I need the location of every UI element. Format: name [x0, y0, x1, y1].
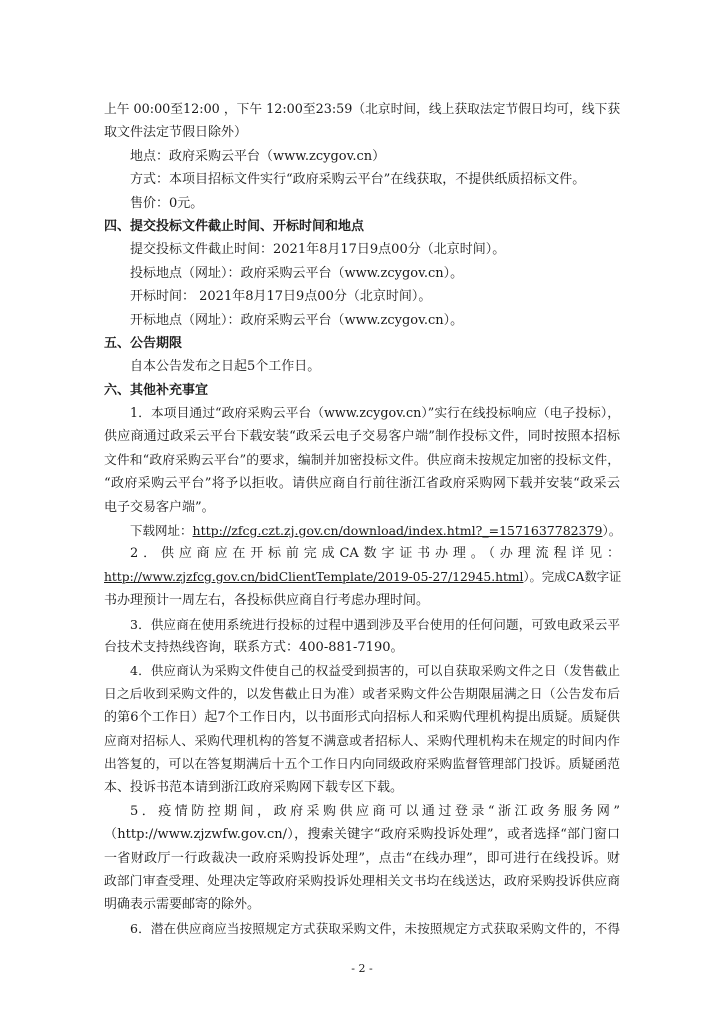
text-line: 明确表示需要邮寄的除外。 [104, 897, 261, 913]
section-heading: 六、其他补充事宜 [104, 382, 209, 398]
text-line: 提交投标文件截止时间：2021年8月17日9点00分（北京时间）。 [130, 242, 506, 258]
ca-link-suffix: ）。完成CA数字证 [523, 569, 622, 584]
text-line: 方式：本项目招标文件实行“政府采购云平台”在线获取，不提供纸质招标文件。 [130, 172, 586, 188]
text-line: 文件和“政府采购云平台”的要求，编制并加密投标文件。供应商未按规定加密的投标文件， [104, 452, 620, 468]
section-heading: 四、提交投标文件截止时间、开标时间和地点 [104, 218, 365, 234]
text-line: 投标地点（网址）：政府采购云平台（www.zcygov.cn）。 [130, 265, 464, 281]
text-line: 售价：0元。 [130, 195, 204, 211]
download-link[interactable]: http://zfcg.czt.zj.gov.cn/download/index.html?_=1571637782379 [192, 523, 603, 539]
text-line: 地点：政府采购云平台（www.zcygov.cn） [130, 148, 386, 164]
text-line: 取文件法定节假日除外） [104, 125, 248, 141]
ca-link-line [104, 566, 620, 589]
body-text [104, 98, 620, 940]
text-line: 6．潜在供应商应当按照规定方式获取采购文件，未按照规定方式获取采购文件的，不得 [130, 920, 620, 936]
text-line: 开标时间： 2021年8月17日9点00分（北京时间）。 [130, 289, 432, 305]
text-line: 1．本项目通过“政府采购云平台（www.zcygov.cn）”实行在线投标响应（电子投标）， [130, 406, 620, 422]
text-line: 政部门审查受理、处理决定等政府采购投诉处理相关文书均在线送达，政府采购投诉供应商 [104, 873, 620, 889]
download-suffix: ）。 [602, 523, 622, 539]
text-line: 开标地点（网址）：政府采购云平台（www.zcygov.cn）。 [130, 312, 464, 328]
text-line: 日之后收到采购文件的，以发售截止日为准）或者采购文件公告期限届满之日（公告发布后 [104, 686, 620, 702]
text-line: 的第6个工作日）起7个工作日内，以书面形式向招标人和采购代理机构提出质疑。质疑供 [104, 710, 620, 726]
text-line: 电子交易客户端”。 [104, 499, 215, 515]
text-line: 一省财政厅一行政裁决一政府采购投诉处理”，点击“在线办理”，即可进行在线投诉。财 [104, 850, 620, 866]
text-line: （http://www.zjzwfw.gov.cn/），搜索关键字“政府采购投诉处理”，或者选择“部门窗口 [104, 827, 620, 843]
text-line: 供应商通过政采云平台下载安装“政采云电子交易客户端”制作投标文件，同时按照本招标 [104, 429, 620, 445]
text-line: “政府采购云平台”将予以拒收。请供应商自行前往浙江省政府采购网下载并安装“政采云 [104, 476, 620, 492]
page-number: - 2 - [351, 962, 373, 975]
download-label: 下载网址： [130, 523, 193, 539]
text-line: 3．供应商在使用系统进行投标的过程中遇到涉及平台使用的任何问题，可致电政采云平 [130, 616, 620, 632]
text-line: 自本公告发布之日起5个工作日。 [130, 359, 321, 375]
text-line: 4．供应商认为采购文件使自己的权益受到损害的，可以自获取采购文件之日（发售截止 [130, 663, 620, 679]
text-line: 书办理预计一周左右，各投标供应商自行考虑办理时间。 [104, 593, 430, 609]
text-line: 台技术支持热线咨询，联系方式：400-881-7190。 [104, 639, 404, 655]
text-line: 5．疫情防控期间，政府采购供应商可以通过登录“浙江政务服务网” [130, 803, 620, 819]
ca-guide-link[interactable]: http://www.zjzfcg.gov.cn/bidClientTemplate/2019-05-27/12945.html [104, 569, 524, 584]
section-heading: 五、公告期限 [104, 335, 183, 351]
text-line: 2．供应商应在开标前完成CA数字证书办理。（办理流程详见： [130, 546, 620, 562]
text-line: 上午 00:00至12:00 ，下午 12:00至23:59（北京时间，线上获取法定节假日均可，线下获 [104, 102, 621, 117]
text-line: 本、投诉书范本请到浙江政府采购网下载专区下载。 [104, 780, 404, 796]
text-line: 应商对招标人、采购代理机构的答复不满意或者招标人、采购代理机构未在规定的时间内作 [104, 733, 620, 749]
download-line [104, 519, 620, 542]
text-line: 出答复的，可以在答复期满后十五个工作日内向同级政府采购监督管理部门投诉。质疑函范 [104, 756, 620, 772]
